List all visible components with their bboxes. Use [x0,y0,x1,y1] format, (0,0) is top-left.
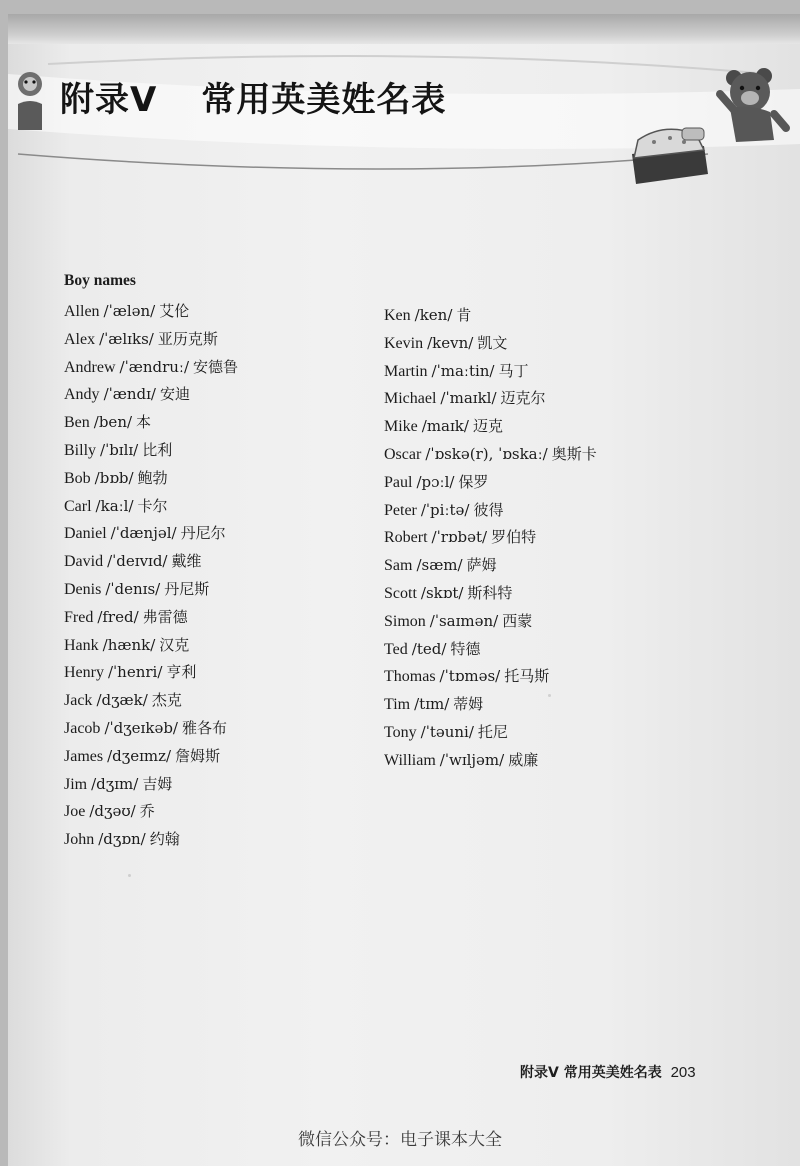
teddy-bear-icon [712,64,792,144]
chinese-name: 迈克尔 [500,389,546,408]
phonetic-transcription: /ˈwɪljəm/ [439,750,505,769]
name-entry [384,552,597,580]
name-entry [384,580,597,608]
chinese-name: 卡尔 [137,496,168,515]
phonetic-transcription: /ˈpiːtə/ [420,500,470,519]
english-name: Carl [64,497,92,515]
english-name: Jack [64,692,93,710]
phonetic-transcription: /dʒɒn/ [98,830,146,849]
left-cartoon-icon [16,64,50,134]
phonetic-transcription: /ˈbɪlɪ/ [100,440,139,459]
chinese-name: 托尼 [477,722,508,741]
name-entry [64,354,238,382]
phonetic-transcription: /ˈdʒeɪkəb/ [104,718,178,737]
chinese-name: 肯 [456,306,472,324]
name-entry [64,409,238,437]
phonetic-transcription: /bɒb/ [94,468,134,487]
chinese-name: 丹尼尔 [180,524,226,543]
english-name: Allen [64,303,100,320]
english-name: Thomas [384,668,436,686]
phonetic-transcription: /ken/ [414,306,453,324]
english-name: Ken [384,307,411,324]
name-entry [64,326,238,354]
name-entry [64,576,238,604]
phonetic-transcription: /ˈdenɪs/ [105,579,161,598]
name-entry [64,465,238,493]
name-entry [384,608,597,636]
english-name: Andrew [64,358,116,376]
chinese-name: 比利 [142,440,173,459]
chinese-name: 鲍勃 [137,468,168,487]
english-name: Robert [384,529,428,547]
names-column-left [64,270,238,854]
chinese-name: 詹姆斯 [175,746,221,765]
phonetic-transcription: /ˈɒskə(r), ˈɒskaː/ [425,444,548,463]
name-entry [64,298,238,326]
english-name: Mike [384,418,418,436]
chinese-name: 汉克 [159,635,190,654]
english-name: David [64,553,104,571]
english-name: Ted [384,640,408,658]
english-name: James [64,747,104,765]
english-name: Tim [384,696,411,714]
phonetic-transcription: /ben/ [93,413,133,432]
chinese-name: 托马斯 [504,667,550,686]
phonetic-transcription: /maɪk/ [421,417,469,436]
english-name: Ben [64,414,90,432]
phonetic-transcription: /ted/ [411,639,447,658]
print-speck [128,874,131,877]
name-entry [384,330,597,358]
name-list-right [384,302,597,775]
chinese-name: 斯科特 [467,583,513,602]
english-name: Alex [64,330,96,348]
chinese-name: 安迪 [159,385,190,404]
appendix-title: 常用英美姓名表 [201,80,447,120]
name-entry [64,687,238,715]
appendix-number: 附录Ⅴ [60,80,158,120]
name-entry [384,469,597,497]
chinese-name: 萨姆 [466,556,497,575]
chinese-name: 戴维 [171,552,202,571]
english-name: Tony [384,723,417,741]
chinese-name: 威廉 [508,750,539,769]
phonetic-transcription: /hænk/ [102,635,156,654]
name-entry [384,413,597,441]
footer-section-title: 附录Ⅴ 常用英美姓名表 [520,1065,662,1081]
chinese-name: 保罗 [458,472,489,491]
chinese-name: 迈克 [472,417,503,436]
chinese-name: 本 [136,413,152,432]
english-name: Daniel [64,525,107,543]
name-entry [64,548,238,576]
chinese-name: 罗伯特 [491,528,537,547]
chinese-name: 杰克 [151,691,182,710]
chinese-name: 特德 [450,639,481,658]
name-entry [384,441,597,469]
english-name: Bob [64,469,91,487]
chinese-name: 艾伦 [159,302,190,320]
page-title [60,72,446,121]
chinese-name: 安德鲁 [193,357,239,376]
phonetic-transcription: /ˈmaːtin/ [431,361,495,380]
phonetic-transcription: /ˈtəuni/ [420,722,474,741]
chinese-name: 马丁 [498,361,529,380]
english-name: Michael [384,390,437,408]
name-entry [64,632,238,660]
picnic-basket-icon [624,120,716,190]
section-heading-boy-names: Boy names [64,272,136,289]
english-name: William [384,751,436,769]
chinese-name: 乔 [139,802,155,821]
chinese-name: 奥斯卡 [551,444,597,463]
english-name: Denis [64,580,102,598]
name-entry [64,520,238,548]
name-entry [384,524,597,552]
english-name: Peter [384,501,417,519]
name-entry [384,358,597,386]
phonetic-transcription: /ˈmaɪkl/ [440,389,497,408]
name-entry [384,663,597,691]
name-entry [64,437,238,465]
name-entry [384,497,597,525]
name-entry [64,381,238,409]
page-footer [520,1062,696,1082]
english-name: Martin [384,362,428,380]
phonetic-transcription: /ˈælən/ [103,302,156,320]
english-name: Hank [64,636,99,654]
name-entry [384,636,597,664]
phonetic-transcription: /ˈhenri/ [107,663,163,682]
phonetic-transcription: /ˈændɪ/ [103,385,156,404]
chinese-name: 丹尼斯 [164,579,210,598]
chinese-name: 亚历克斯 [157,329,218,348]
phonetic-transcription: /ˈdænjəl/ [110,524,177,543]
chinese-name: 彼得 [473,500,504,519]
phonetic-transcription: /tɪm/ [414,695,450,714]
phonetic-transcription: /ˈtɒməs/ [439,667,501,686]
chinese-name: 亨利 [166,663,197,682]
english-name: Joe [64,803,86,821]
name-list-left [64,298,238,854]
english-name: Sam [384,557,413,575]
watermark-text: 微信公众号：电子课本大全 [298,1130,502,1150]
english-name: Andy [64,386,100,404]
english-name: Fred [64,608,94,626]
name-entry [64,771,238,799]
name-entry [384,385,597,413]
name-entry [64,493,238,521]
chinese-name: 吉姆 [142,774,173,793]
page-number: 203 [670,1064,696,1081]
english-name: Scott [384,584,417,602]
english-name: Simon [384,612,426,630]
phonetic-transcription: /ˈsaɪmən/ [429,611,499,630]
phonetic-transcription: /ˈælɪks/ [99,329,154,348]
english-name: Kevin [384,334,424,352]
english-name: Oscar [384,445,422,463]
name-entry [384,691,597,719]
english-name: John [64,831,95,849]
english-name: Jacob [64,719,101,737]
english-name: Billy [64,441,97,459]
phonetic-transcription: /kevn/ [427,333,474,352]
name-entry [64,659,238,687]
chinese-name: 西蒙 [502,611,533,630]
chinese-name: 凯文 [477,333,508,352]
name-entry [384,719,597,747]
phonetic-transcription: /dʒeɪmz/ [107,746,172,765]
phonetic-transcription: /kaːl/ [95,496,134,515]
phonetic-transcription: /skɒt/ [420,583,464,602]
phonetic-transcription: /ˈændruː/ [119,357,190,376]
name-entry [384,747,597,775]
name-entry [64,715,238,743]
chinese-name: 雅各布 [181,718,227,737]
chinese-name: 弗雷德 [142,607,188,626]
phonetic-transcription: /ˈrɒbət/ [431,528,488,547]
name-entry [384,302,597,330]
phonetic-transcription: /dʒæk/ [96,691,148,710]
phonetic-transcription: /fred/ [97,607,139,626]
chinese-name: 蒂姆 [453,695,484,714]
english-name: Paul [384,473,413,491]
chinese-name: 约翰 [149,830,180,849]
phonetic-transcription: /pɔːl/ [416,472,455,491]
name-entry [64,826,238,854]
name-entry [64,743,238,771]
phonetic-transcription: /dʒəʊ/ [89,802,136,821]
phonetic-transcription: /dʒɪm/ [91,774,139,793]
name-entry [64,798,238,826]
english-name: Jim [64,775,88,793]
phonetic-transcription: /sæm/ [416,556,463,575]
name-entry [64,604,238,632]
english-name: Henry [64,664,104,682]
phonetic-transcription: /ˈdeɪvɪd/ [107,552,168,571]
names-column-right [384,302,597,775]
